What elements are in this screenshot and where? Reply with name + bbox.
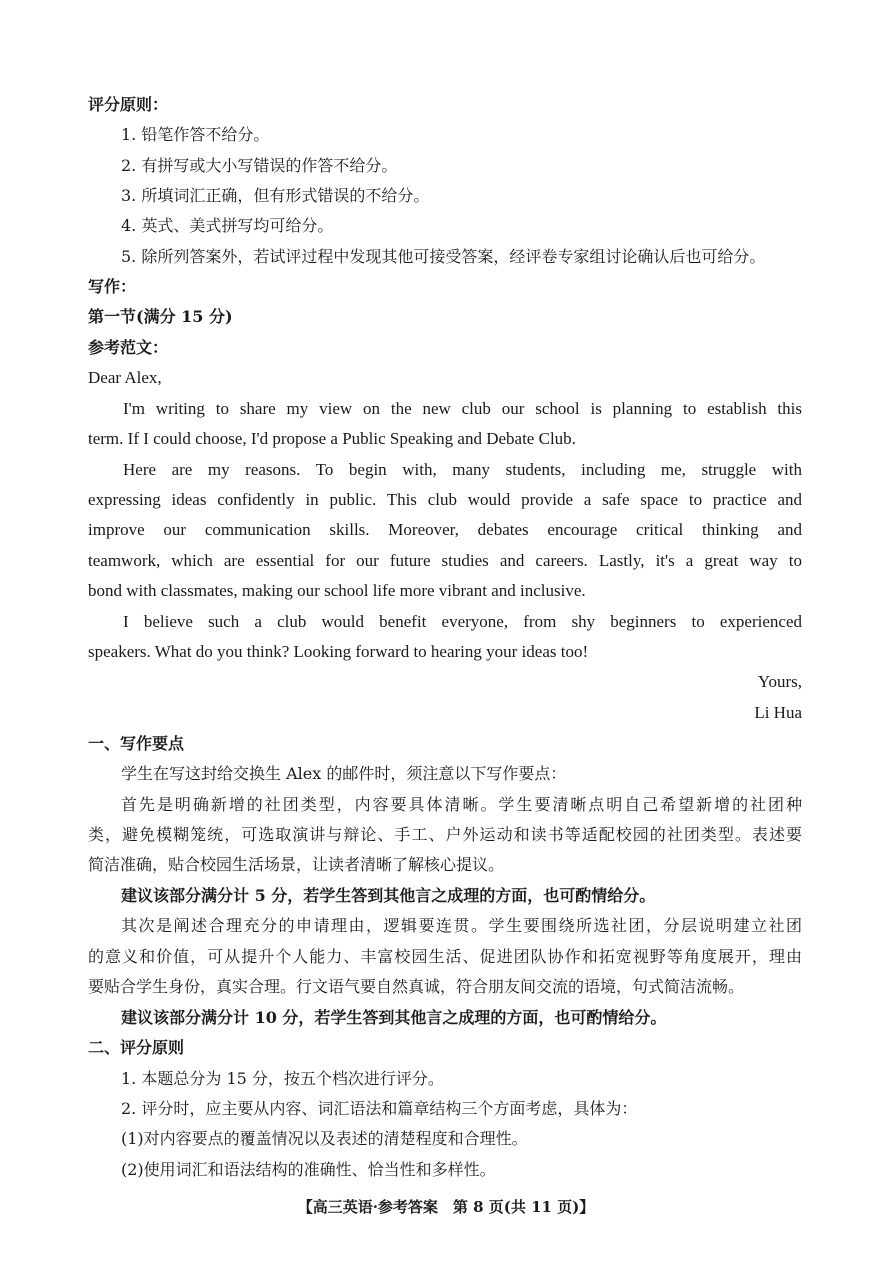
letter-closing: Yours, [757, 672, 802, 691]
letter-p3-line: speakers. What do you think? Looking forward to hearing your ideas too! [88, 642, 589, 661]
grading-principle-1: 1. 铅笔作答不给分。 [121, 125, 270, 144]
grading-principle-2: 2. 有拼写或大小写错误的作答不给分。 [121, 156, 398, 175]
writing-points-p2-line: 的意义和价值，可从提升个人能力、丰富校园生活、促进团队协作和拓宽视野等角度展开，理由 [88, 947, 802, 966]
scoring-heading: 二、评分原则 [88, 1038, 185, 1057]
scoring-item-3: (1)对内容要点的覆盖情况以及表述的清楚程度和合理性。 [121, 1129, 528, 1148]
grading-principle-4: 4. 英式、美式拼写均可给分。 [121, 216, 334, 235]
letter-p2-line: improve our communication skills. Moreover, debates encourage critical thinking and [88, 520, 802, 539]
grading-principle-3: 3. 所填词汇正确，但有形式错误的不给分。 [121, 186, 430, 205]
letter-p1-line: term. If I could choose, I'd propose a Public Speaking and Debate Club. [88, 429, 576, 448]
writing-points-p1-line: 首先是明确新增的社团类型，内容要具体清晰。学生要清晰点明自己希望新增的社团种 [121, 795, 802, 814]
scoring-note-2: 建议该部分满分计 10 分，若学生答到其他言之成理的方面，也可酌情给分。 [121, 1008, 667, 1027]
scoring-note-1: 建议该部分满分计 5 分，若学生答到其他言之成理的方面，也可酌情给分。 [121, 886, 656, 905]
writing-points-heading: 一、写作要点 [88, 734, 185, 753]
writing-points-intro: 学生在写这封给交换生 Alex 的邮件时，须注意以下写作要点： [121, 764, 567, 783]
writing-points-p1-line: 简洁准确，贴合校园生活场景，让读者清晰了解核心提议。 [88, 855, 505, 874]
scoring-item-2: 2. 评分时，应主要从内容、词汇语法和篇章结构三个方面考虑，具体为： [121, 1099, 638, 1118]
section-heading: 第一节(满分 15 分) [88, 307, 233, 326]
letter-salutation: Dear Alex, [88, 368, 162, 387]
grading-principle-5: 5. 除所列答案外，若试评过程中发现其他可接受答案，经评卷专家组讨论确认后也可给分。 [121, 247, 766, 266]
writing-points-p1-line: 类，避免模糊笼统，可选取演讲与辩论、手工、户外运动和读书等适配校园的社团类型。表述要 [88, 825, 802, 844]
scoring-item-4: (2)使用词汇和语法结构的准确性、恰当性和多样性。 [121, 1160, 496, 1179]
letter-p2-line: bond with classmates, making our school life more vibrant and inclusive. [88, 581, 586, 600]
page-footer: 【高三英语·参考答案 第 8 页(共 11 页)】 [297, 1198, 595, 1216]
writing-points-p2-line: 其次是阐述合理充分的申请理由，逻辑要连贯。学生要围绕所选社团，分层说明建立社团 [121, 916, 802, 935]
letter-signature: Li Hua [754, 703, 802, 722]
letter-p2-line: Here are my reasons. To begin with, many students, including me, struggle with [123, 460, 802, 479]
letter-p3-line: I believe such a club would benefit everyone, from shy beginners to experienced [123, 612, 802, 631]
sample-heading: 参考范文： [88, 338, 169, 357]
writing-points-p2-line: 要贴合学生身份，真实合理。行文语气要自然真诚，符合朋友间交流的语境，句式简洁流畅。 [88, 977, 745, 996]
grading-principles-heading: 评分原则： [88, 95, 169, 114]
letter-p2-line: expressing ideas confidently in public. This club would provide a safe space to practice and [88, 490, 802, 509]
letter-p2-line: teamwork, which are essential for our future studies and careers. Lastly, it's a great way to [88, 551, 802, 570]
writing-heading: 写作： [88, 277, 137, 296]
letter-p1-line: I'm writing to share my view on the new club our school is planning to establish this [123, 399, 802, 418]
scoring-item-1: 1. 本题总分为 15 分，按五个档次进行评分。 [121, 1069, 444, 1088]
